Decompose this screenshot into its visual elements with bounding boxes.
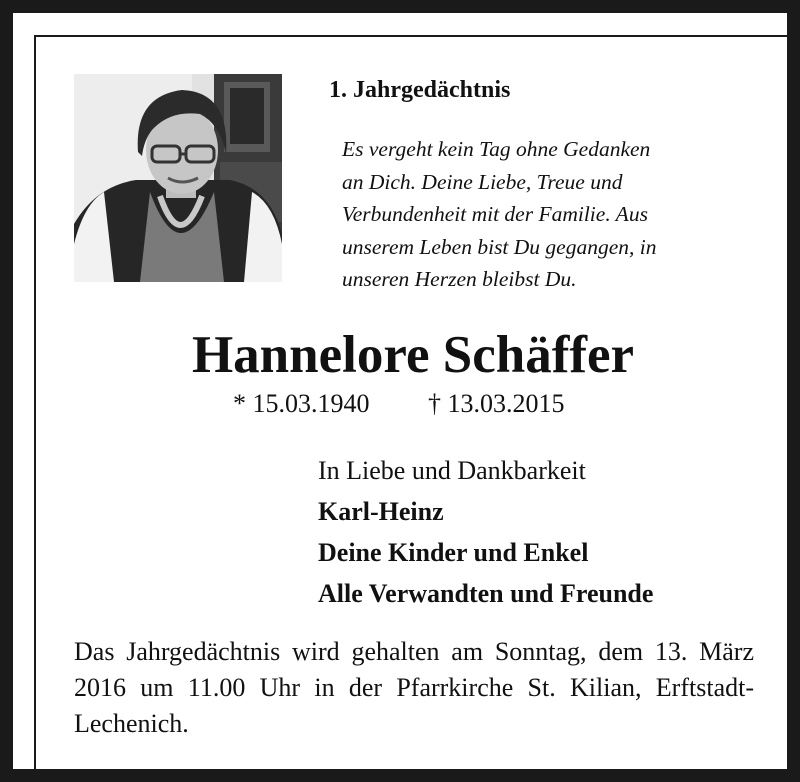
- dedication-line: In Liebe und Dankbarkeit: [318, 456, 586, 485]
- quote-line: unseren Herzen bleibst Du.: [342, 267, 577, 291]
- mourners-block: [318, 450, 653, 614]
- deceased-name: Hannelore Schäffer: [191, 326, 635, 384]
- quote-line: unserem Leben bist Du gegangen, in: [342, 234, 657, 259]
- mourner-name: Deine Kinder und Enkel: [318, 538, 589, 567]
- obituary-inner-frame: [34, 35, 792, 773]
- service-notice: Das Jahrgedächtnis wird gehalten am Sonntag, dem 13. März 2016 um 11.00 Uhr in der Pfarrkirche St. Kilian, Erftstadt-Lechenich.: [74, 637, 754, 738]
- mourner-name: Alle Verwandten und Freunde: [318, 579, 654, 608]
- portrait-photo: [74, 74, 282, 282]
- quote-line: Es vergeht kein Tag ohne Gedanken: [342, 137, 651, 161]
- memorial-quote: [342, 133, 762, 296]
- portrait-image: [74, 74, 282, 282]
- mourner-name: Karl-Heinz: [318, 497, 444, 526]
- birth-date: * 15.03.1940: [233, 389, 370, 418]
- quote-line: an Dich. Deine Liebe, Treue und: [342, 169, 623, 194]
- quote-line: Verbundenheit mit der Familie. Aus: [342, 202, 648, 226]
- life-dates: [233, 389, 565, 419]
- anniversary-heading: 1. Jahrgedächtnis: [329, 77, 511, 103]
- death-date: † 13.03.2015: [428, 389, 565, 418]
